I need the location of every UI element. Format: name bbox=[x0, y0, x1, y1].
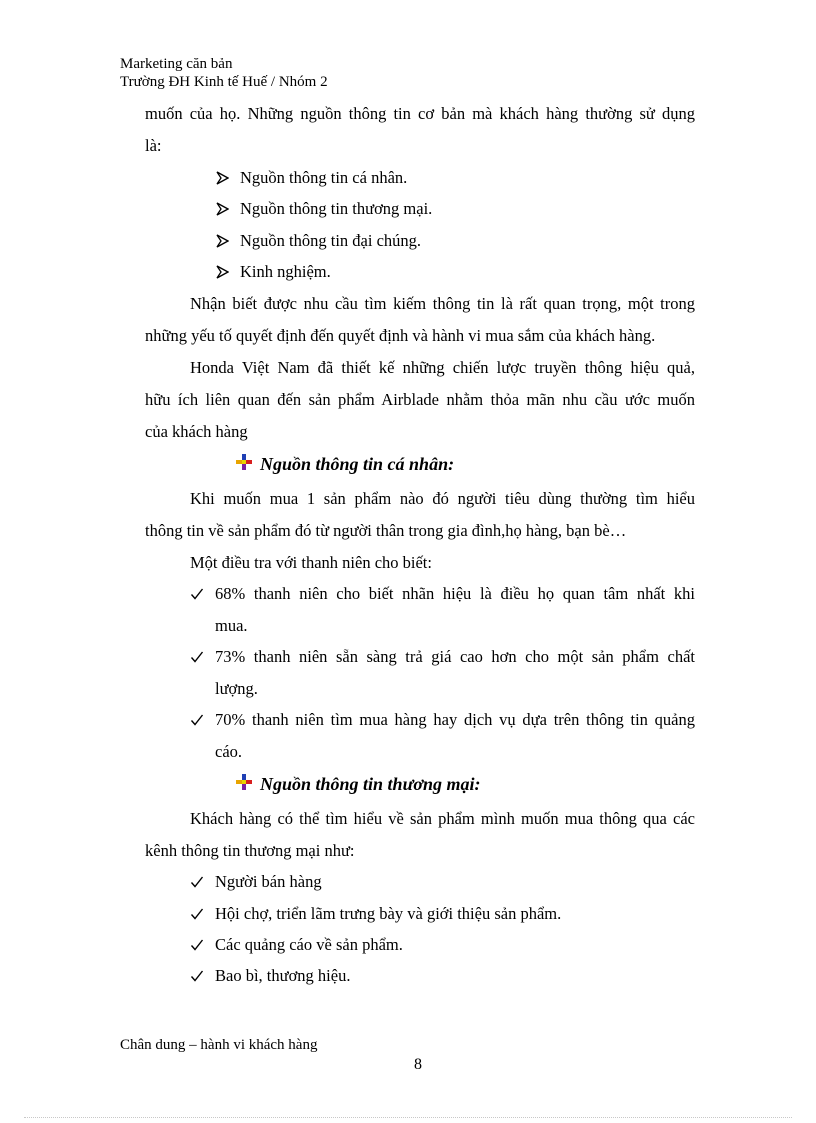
section1-p1-line-1: Khi muốn mua 1 sản phẩm nào đó người tiêu dùng thường tìm hiểu bbox=[190, 489, 695, 508]
channel-item: Các quảng cáo về sản phẩm. bbox=[215, 935, 403, 954]
check-icon bbox=[190, 938, 204, 952]
page-number: 8 bbox=[414, 1056, 422, 1073]
survey-item-line-1: 73% thanh niên sẵn sàng trả giá cao hơn cho một sản phẩm chất bbox=[215, 647, 695, 666]
check-icon bbox=[190, 907, 204, 921]
channel-item: Hội chợ, triển lãm trưng bày và giới thiệu sản phẩm. bbox=[215, 904, 562, 923]
survey-item-line-2: cáo. bbox=[215, 742, 243, 761]
para2-line-1: Honda Việt Nam đã thiết kế những chiến lược truyền thông hiệu quả, bbox=[190, 358, 695, 377]
section1-p1-line-2: thông tin về sản phẩm đó từ người thân trong gia đình,họ hàng, bạn bè… bbox=[145, 521, 627, 540]
intro-line-2: là: bbox=[145, 136, 162, 155]
source-item: Nguồn thông tin cá nhân. bbox=[240, 168, 408, 187]
para1-line-1: Nhận biết được nhu cầu tìm kiếm thông tin là rất quan trọng, một trong bbox=[190, 294, 695, 313]
arrow-bullet-icon bbox=[215, 234, 229, 248]
section2-p1-line-2: kênh thông tin thương mại như: bbox=[145, 841, 355, 860]
section2-p1-line-1: Khách hàng có thể tìm hiểu về sản phẩm mình muốn mua thông qua các bbox=[190, 809, 695, 828]
arrow-bullet-icon bbox=[215, 202, 229, 216]
page-bottom-divider bbox=[24, 1117, 792, 1118]
check-icon bbox=[190, 969, 204, 983]
channel-item: Bao bì, thương hiệu. bbox=[215, 966, 351, 985]
arrow-bullet-icon bbox=[215, 265, 229, 279]
section-heading-commercial: Nguồn thông tin thương mại: bbox=[260, 774, 481, 794]
footer-title: Chân dung – hành vi khách hàng bbox=[120, 1037, 318, 1053]
check-icon bbox=[190, 650, 204, 664]
check-icon bbox=[190, 587, 204, 601]
source-item: Nguồn thông tin đại chúng. bbox=[240, 231, 422, 250]
survey-item-line-1: 70% thanh niên tìm mua hàng hay dịch vụ dựa trên thông tin quảng bbox=[215, 710, 695, 729]
check-icon bbox=[190, 713, 204, 727]
four-color-plus-icon bbox=[235, 453, 253, 471]
check-icon bbox=[190, 875, 204, 889]
four-color-plus-icon bbox=[235, 773, 253, 791]
source-item: Kinh nghiệm. bbox=[240, 262, 331, 281]
para1-line-2: những yếu tố quyết định đến quyết định và hành vi mua sắm của khách hàng. bbox=[145, 326, 656, 345]
intro-line-1: muốn của họ. Những nguồn thông tin cơ bản mà khách hàng thường sử dụng bbox=[145, 104, 695, 123]
survey-item-line-2: mua. bbox=[215, 616, 248, 635]
survey-item-line-1: 68% thanh niên cho biết nhãn hiệu là điều họ quan tâm nhất khi bbox=[215, 584, 695, 603]
source-item: Nguồn thông tin thương mại. bbox=[240, 199, 433, 218]
header-course: Marketing căn bản bbox=[120, 56, 233, 72]
survey-item-line-2: lượng. bbox=[215, 679, 258, 698]
channel-item: Người bán hàng bbox=[215, 872, 322, 891]
para2-line-3: của khách hàng bbox=[145, 422, 248, 441]
section-heading-personal: Nguồn thông tin cá nhân: bbox=[260, 454, 455, 474]
section1-p2: Một điều tra với thanh niên cho biết: bbox=[190, 553, 432, 572]
arrow-bullet-icon bbox=[215, 171, 229, 185]
header-school-group: Trường ĐH Kinh tế Huế / Nhóm 2 bbox=[120, 74, 328, 90]
para2-line-2: hữu ích liên quan đến sản phẩm Airblade nhằm thỏa mãn nhu cầu ước muốn bbox=[145, 390, 695, 409]
